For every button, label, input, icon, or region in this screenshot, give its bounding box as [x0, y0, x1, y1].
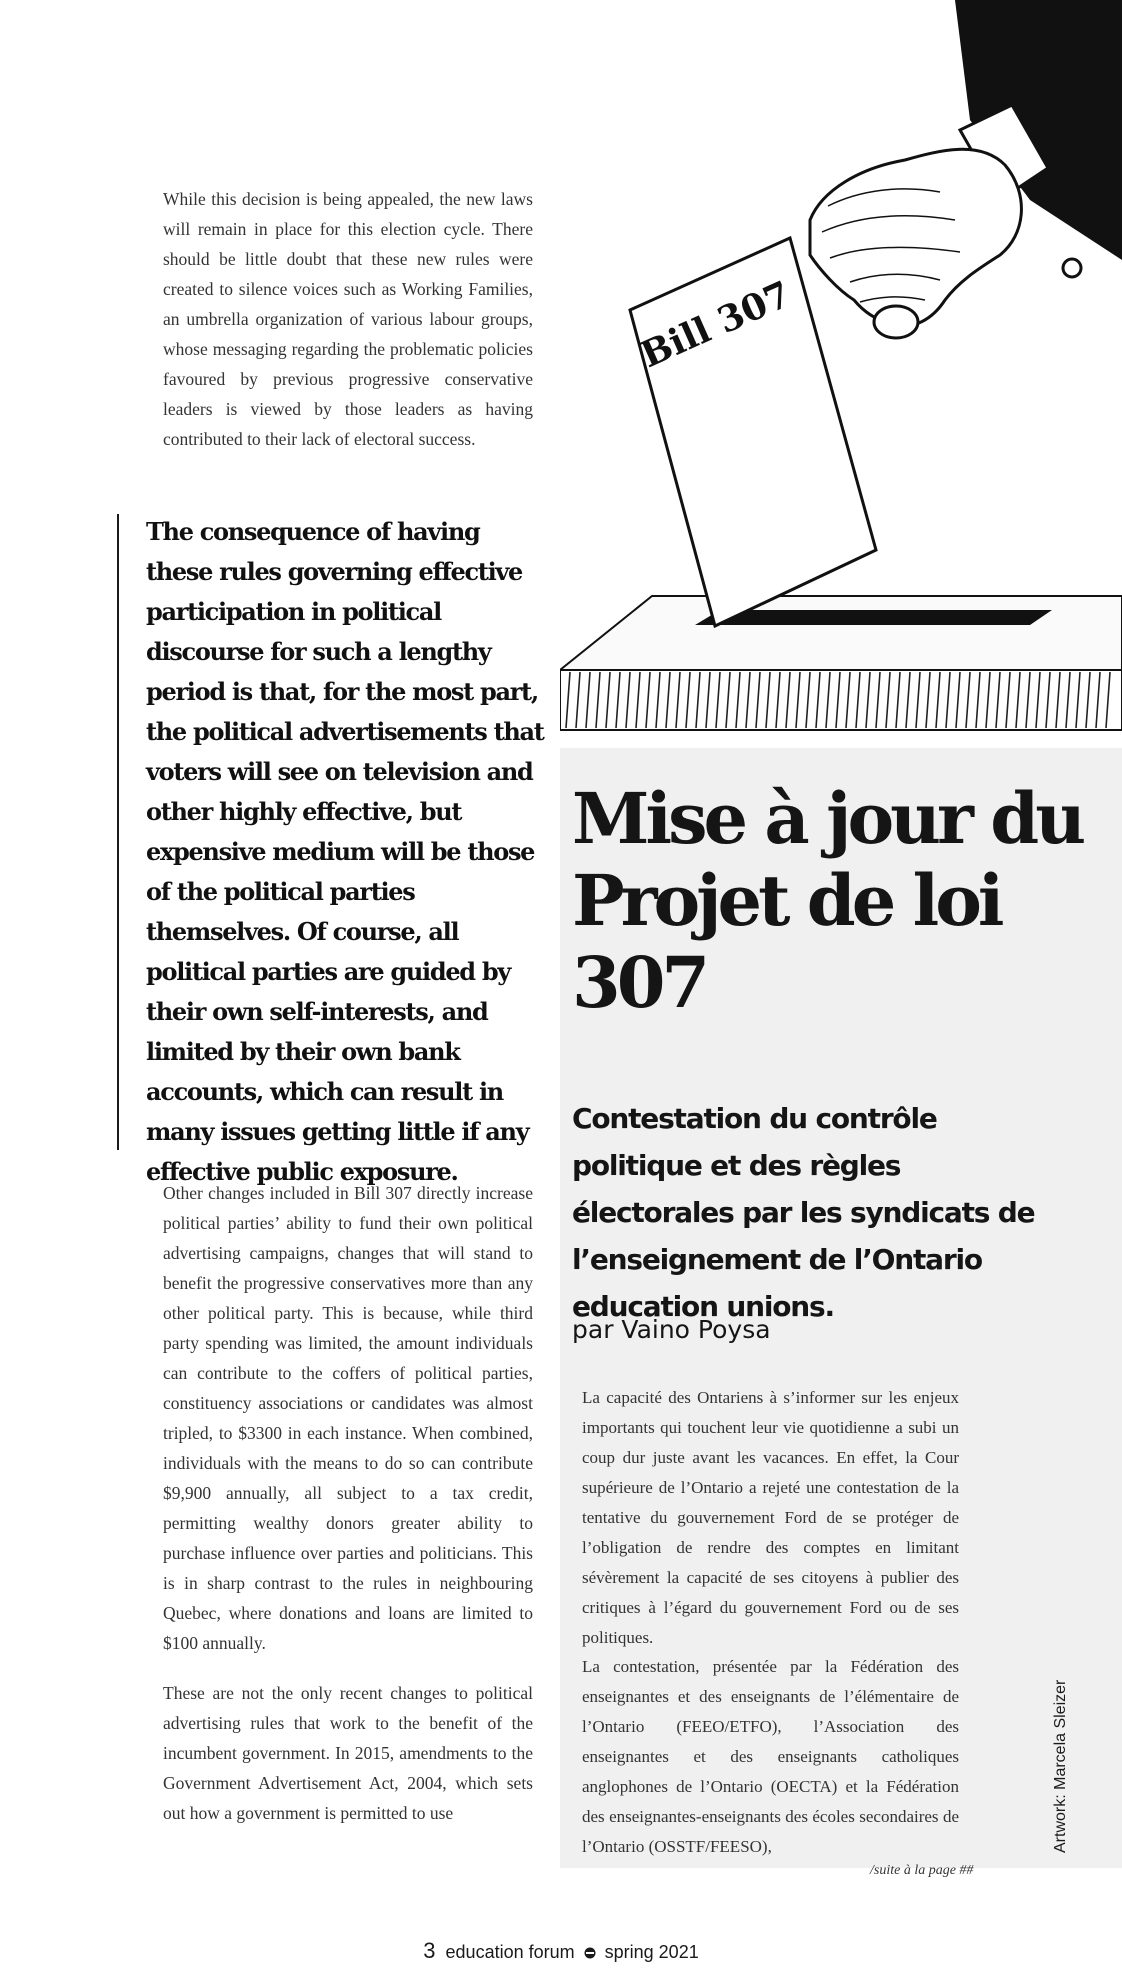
ballot-label: Bill 307	[634, 273, 798, 377]
left-column	[0, 0, 560, 1969]
artwork-credit: Artwork: Marcela Sleizer	[1052, 1679, 1069, 1853]
body-paragraph-2: Other changes included in Bill 307 directly increase political parties’ ability to fund their own political advertising campaigns, changes that will stand to benefit the progressive conservatives more than any other political party. This is because, while third party spending was limited, the amount individuals can contribute to the coffers of political parties, constituency associations or candidates was almost tripled, to $3300 in each instance. When combined, individuals with the means to do so can contribute $9,900 annually, all subject to a tax credit, permitting wealthy donors greater ability to purchase influence over parties and politicians. This is in sharp contrast to the rules in neighbouring Quebec, where donations and loans are limited to $100 annually.	[163, 1183, 533, 1653]
hand-casting-ballot-icon	[560, 0, 1122, 735]
body-paragraph-3: These are not the only recent changes to political advertising rules that work to the benefit of the incumbent government. In 2015, amendments to the Government Advertisement Act, 2004, which sets out how a government is permitted to use	[163, 1683, 533, 1823]
article-title: Mise à jour du Projet de loi 307	[572, 777, 1083, 1024]
publication-name: education forum	[445, 1942, 575, 1962]
continued-note: /suite à la page ##	[870, 1863, 974, 1878]
french-paragraph-1: La capacité des Ontariens à s’informer sur les enjeux importants qui touchent leur vie quotidienne a subi un coup dur juste avant les vacances. En effet, la Cour supérieure de l’Ontario a rejeté une contestation de la tentative du gouvernement Ford de se protéger de l’obligation de rendre des comptes en limitant sévèrement la capacité de ses citoyens à publier des critiques à l’égard du gouvernement Ford ou de ses politiques.	[582, 1388, 959, 1647]
pull-quote: The consequence of having these rules governing effective participation in political discourse for such a lengthy period is that, for the most part, the political advertisements that voters will see on television and other highly effective, but expensive medium will be those of the political parties themselves. Of course, all political parties are guided by their own self-interests, and limited by their own bank accounts, which can result in many issues getting little if any effective public exposure.	[146, 517, 544, 1186]
page-footer	[0, 1938, 1122, 1964]
article-subtitle: Contestation du contrôle politique et des règles électorales par les syndicats de l’enseignement de l’Ontario education unions.	[572, 1102, 1035, 1323]
ballot-illustration	[560, 0, 1122, 735]
forum-logo-icon	[584, 1943, 596, 1964]
page-number: 3	[423, 1938, 436, 1963]
body-paragraph-1: While this decision is being appealed, the new laws will remain in place for this election cycle. There should be little doubt that these new rules were created to silence voices such as Working Families, an umbrella organization of various labour groups, whose messaging regarding the problematic policies favoured by previous progressive conservative leaders is viewed by those leaders as having contributed to their lack of electoral success.	[163, 189, 533, 449]
pull-quote-rule	[117, 514, 119, 1150]
issue-season: spring 2021	[604, 1942, 699, 1962]
byline: par Vaino Poysa	[572, 1315, 771, 1344]
french-paragraph-2: La contestation, présentée par la Fédération des enseignantes et des enseignants de l’élémentaire de l’Ontario (FEEO/ETFO), l’Association des enseignantes et des enseignants catholiques anglophones de l’Ontario (OECTA) et la Fédération des enseignantes-enseignants des écoles secondaires de l’Ontario (OSSTF/FEESO),	[582, 1657, 959, 1856]
